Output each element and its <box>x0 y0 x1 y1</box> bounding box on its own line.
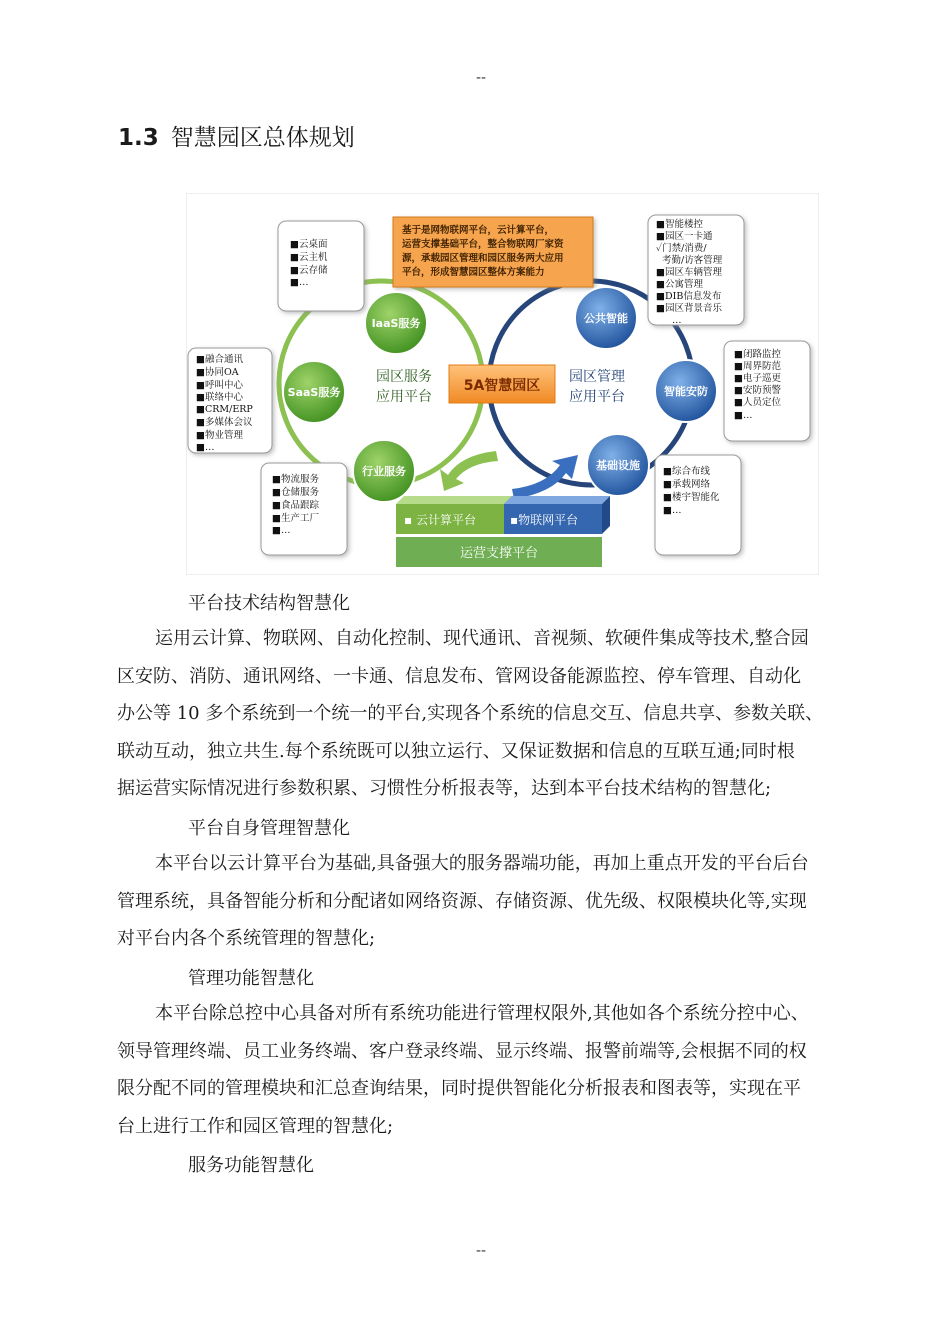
box-item: ■园区车辆管理 <box>656 267 722 278</box>
box-item: ■… <box>290 277 309 288</box>
box-item: ■云桌面 <box>290 239 328 250</box>
box-item: ■呼叫中心 <box>196 380 243 391</box>
saas-node <box>283 361 345 423</box>
box-item: ✓门禁/消费/ <box>656 243 707 254</box>
section-number: 1.3 <box>118 125 159 151</box>
top-note-line: 源，承载园区管理和园区服务两大应用 <box>402 253 564 264</box>
infrastructure-node <box>587 434 649 496</box>
svg-text:▪ 云计算平台: ▪ 云计算平台 <box>404 513 476 527</box>
section-heading <box>118 119 355 152</box>
box-item: ■公寓管理 <box>656 279 703 290</box>
svg-text:IaaS服务: IaaS服务 <box>371 317 421 330</box>
right-ring-label: 园区管理 <box>569 369 625 385</box>
svg-text:▪物联网平台: ▪物联网平台 <box>510 513 579 527</box>
svg-text:运营支撑平台: 运营支撑平台 <box>459 546 539 561</box>
box-item: ■CRM/ERP <box>196 404 253 415</box>
box-item: ■协同OA <box>196 367 239 378</box>
center-label: 5A智慧园区 <box>463 378 541 394</box>
header-marker: -- <box>476 70 487 86</box>
box-item: ■物业管理 <box>196 430 243 441</box>
section-title: 智慧园区总体规划 <box>170 125 355 151</box>
box-item: ■云主机 <box>290 252 328 263</box>
smart-security-node <box>655 360 717 422</box>
subheading-2: 平台自身管理智慧化 <box>188 818 350 839</box>
box-item: ■人员定位 <box>734 397 781 408</box>
text-line: 台上进行工作和园区管理的智慧化; <box>117 1115 394 1137</box>
box-item: ■智能楼控 <box>656 219 703 230</box>
subheading-3: 管理功能智慧化 <box>188 968 314 989</box>
text-line: 限分配不同的管理模块和汇总查询结果，同时提供智能化分析报表和图表等，实现在平 <box>117 1078 801 1099</box>
box-item: ■安防预警 <box>734 385 781 396</box>
box-item: ■… <box>734 410 753 421</box>
box-item: ■融合通讯 <box>196 354 243 365</box>
subheading-1: 平台技术结构智慧化 <box>188 593 350 614</box>
box-item: ■综合布线 <box>663 466 710 477</box>
box-item: ■园区背景音乐 <box>656 303 722 314</box>
top-note-line: 平台，形成智慧园区整体方案能力 <box>402 267 545 278</box>
text-line: 本平台以云计算平台为基础,具备强大的服务器端功能，再加上重点开发的平台后台 <box>155 853 809 874</box>
text-line: 联动互动，独立共生.每个系统既可以独立运行、又保证数据和信息的互联互通;同时根 <box>117 740 795 762</box>
box-item: ■周界防范 <box>734 361 781 372</box>
box-item: ■仓储服务 <box>272 487 319 498</box>
right-ring-label: 应用平台 <box>569 389 625 405</box>
smart-park-diagram <box>186 193 819 575</box>
text-line: 对平台内各个系统管理的智慧化; <box>117 928 376 949</box>
text-line: 据运营实际情况进行参数积累、习惯性分析报表等，达到本平台技术结构的智慧化; <box>117 778 772 799</box>
text-line: 办公等 10 多个系统到一个统一的平台,实现各个系统的信息交互、信息共享、参数关联、 <box>117 703 824 724</box>
footer-marker: -- <box>476 1243 487 1259</box>
box-item: ■… <box>272 525 291 536</box>
box-item: ■云存储 <box>290 265 328 276</box>
box-item: ■承载网络 <box>663 479 710 490</box>
public-intelligence-node <box>575 287 637 349</box>
svg-text:智能安防: 智能安防 <box>664 385 708 398</box>
box-item: ■… <box>663 505 682 516</box>
box-item: … <box>672 315 682 326</box>
box-item: 考勤/访客管理 <box>662 255 723 266</box>
left-ring-label: 园区服务 <box>376 369 432 385</box>
left-ring-label: 应用平台 <box>376 389 432 405</box>
svg-text:基础设施: 基础设施 <box>596 459 640 472</box>
text-line: 领导管理终端、员工业务终端、客户登录终端、显示终端、报警前端等,会根据不同的权 <box>117 1040 807 1062</box>
top-note-line: 基于是网物联网平台，云计算平台， <box>402 225 555 236</box>
box-item: ■电子巡更 <box>734 373 781 384</box>
box-item: ■… <box>196 442 215 453</box>
box-item: ■楼宇智能化 <box>663 492 720 503</box>
box-item: ■生产工厂 <box>272 513 319 524</box>
cloud-platform-bar <box>396 496 512 534</box>
svg-text:公共智能: 公共智能 <box>584 312 628 325</box>
text-line: 运用云计算、物联网、自动化控制、现代通讯、音视频、软硬件集成等技术,整合园 <box>155 628 809 649</box>
box-item: ■食品跟踪 <box>272 500 319 511</box>
iot-platform-bar <box>504 496 610 534</box>
box-item: ■DIB信息发布 <box>656 291 722 302</box>
box-item: ■园区一卡通 <box>656 231 713 242</box>
paragraph-1 <box>117 620 857 808</box>
box-item: ■物流服务 <box>272 474 319 485</box>
industry-node <box>353 440 415 502</box>
subheading-4: 服务功能智慧化 <box>188 1155 314 1176</box>
text-line: 本平台除总控中心具备对所有系统功能进行管理权限外,其他如各个系统分控中心、 <box>155 1003 809 1024</box>
text-line: 管理系统，具备智能分析和分配诸如网络资源、存储资源、优先级、权限模块化等,实现 <box>117 890 807 912</box>
text-line: 区安防、消防、通讯网络、一卡通、信息发布、管网设备能源监控、停车管理、自动化 <box>117 665 801 687</box>
box-item: ■闭路监控 <box>734 349 781 360</box>
svg-text:SaaS服务: SaaS服务 <box>287 386 341 399</box>
svg-text:行业服务: 行业服务 <box>362 465 406 478</box>
box-item: ■联络中心 <box>196 392 243 403</box>
iaas-node <box>365 292 427 354</box>
paragraph-2 <box>117 845 857 958</box>
box-item: ■多媒体会议 <box>196 417 253 428</box>
ops-platform-bar <box>396 537 602 567</box>
paragraph-3 <box>117 995 857 1145</box>
top-note-line: 运营支撑基础平台，整合物联网厂家资 <box>402 239 564 250</box>
